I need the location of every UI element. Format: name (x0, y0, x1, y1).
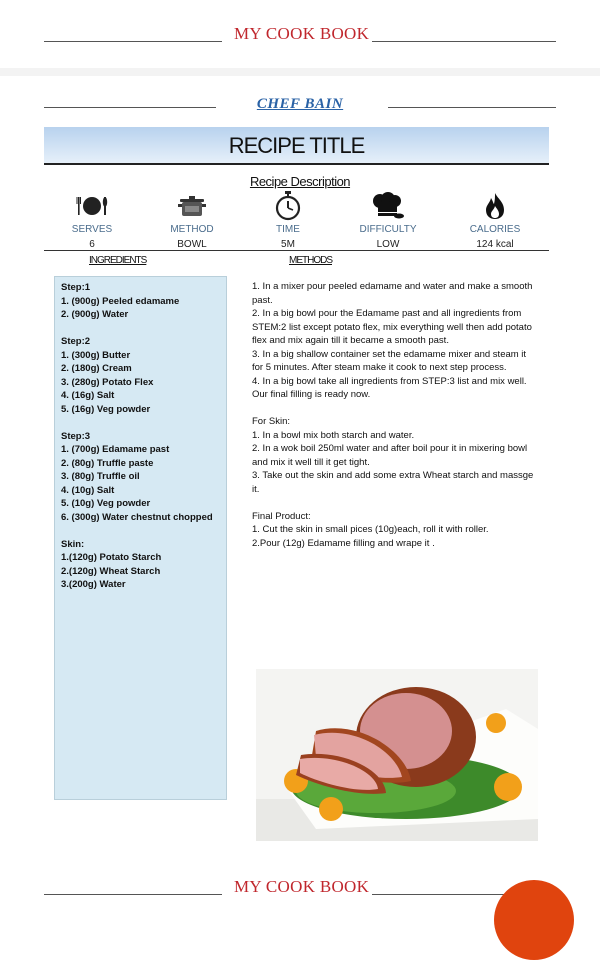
method-step: 2. In a wok boil 250ml water and after boil pour it in mixering bowl and mix it well till it get tight. (252, 443, 528, 468)
list-item: 6. (300g) Water chestnut chopped (61, 511, 213, 523)
stopwatch-icon (275, 191, 301, 221)
list-item: 3. (80g) Truffle oil (61, 471, 140, 482)
list-item: 4. (16g) Salt (61, 390, 115, 401)
method-text (252, 280, 537, 550)
list-item: 2.(120g) Wheat Starch (61, 565, 161, 577)
final-heading: Final Product: (252, 510, 311, 522)
method-step: 3. In a big shallow container set the edamame mixer and steam it for 5 minutes. After steam make it cook to next step process. (252, 348, 527, 373)
list-item: 1. (900g) Peeled edamame (61, 295, 180, 307)
method-step: 4. In a big bowl take all ingredients from STEP:3 list and mix well. Our final filling is ready now. (252, 375, 527, 400)
method-step: 1. In a bowl mix both starch and water. (252, 429, 415, 441)
ingredient-group: Step:2 1. (300g) Butter 2. (180g) Cream 3. (280g) Potato Flex 4. (16g) Salt 5. (16g) Veg powder (61, 335, 220, 416)
skin-heading: For Skin: (252, 416, 291, 427)
ingredient-group: Skin: 1.(120g) Potato Starch 2.(120g) Wheat Starch 3.(200g) Water (61, 538, 220, 592)
recipe-title: RECIPE TITLE (228, 133, 365, 158)
chef-rule-right (388, 107, 556, 108)
footer-rule-left (44, 894, 222, 895)
recipe-description: Recipe Description (249, 174, 351, 189)
ham-photo (256, 669, 538, 841)
method-step: 1. Cut the skin in small pices (10g)each, roll it with roller. (252, 524, 489, 535)
list-item: 5. (10g) Veg powder (61, 498, 151, 509)
chef-hat-icon (370, 192, 406, 220)
ingredients-panel (54, 276, 227, 800)
stat-difficulty: DIFFICULTY LOW (338, 188, 438, 251)
list-item: 3. (280g) Potato Flex (61, 376, 154, 388)
recipe-title-bar (44, 127, 549, 165)
stats-divider (44, 250, 549, 251)
pot-icon (178, 194, 206, 218)
method-step: 1. In a mixer pour peeled edamame and water and make a smooth past. (252, 281, 533, 306)
stat-calories: CALORIES 124 kcal (445, 188, 545, 251)
list-item: 2. (80g) Truffle paste (61, 457, 154, 469)
header-rule-left (44, 41, 222, 42)
chef-name: CHEF BAIN (256, 96, 344, 112)
stat-method: METHOD BOWL (142, 188, 242, 251)
list-item: 2. (180g) Cream (61, 363, 132, 374)
list-item: 1. (300g) Butter (61, 349, 131, 361)
ingredients-heading: INGREDIENTS (89, 255, 147, 266)
list-item: 3.(200g) Water (61, 579, 126, 590)
method-step: 2. In a big bowl pour the Edamame past and all ingredients from STEM:2 list except potato flex, mix everything well then add potato flex and mix again till it became a smooth past. (252, 308, 532, 346)
list-item: 5. (16g) Veg powder (61, 403, 151, 415)
list-item: 2. (900g) Water (61, 309, 129, 320)
ingredient-group: Step:1 1. (900g) Peeled edamame 2. (900g) Water (61, 281, 220, 322)
method-step: 2.Pour (12g) Edamame filling and wrape it . (252, 537, 435, 549)
footer-book-title: MY COOK BOOK (234, 877, 370, 896)
ingredient-group: Step:3 1. (700g) Edamame past 2. (80g) Truffle paste 3. (80g) Truffle oil 4. (10g) Salt 5. (10g) Veg powder 6. (300g) Water chestnut chopped (61, 430, 220, 525)
header-rule-right (372, 41, 556, 42)
plate-cutlery-icon (75, 195, 109, 217)
list-item: 1.(120g) Potato Starch (61, 552, 162, 563)
methods-heading: METHODS (289, 255, 332, 266)
flame-icon (484, 192, 506, 220)
stat-time: TIME 5M (238, 188, 338, 251)
book-title: MY COOK BOOK (234, 24, 370, 43)
corner-decoration (494, 880, 574, 960)
stat-serves: SERVES 6 (42, 188, 142, 251)
method-step: 3. Take out the skin and add some extra Wheat starch and massge it. (252, 470, 534, 495)
list-item: 1. (700g) Edamame past (61, 444, 170, 455)
footer-rule-right (372, 894, 512, 895)
page-band (0, 68, 600, 76)
list-item: 4. (10g) Salt (61, 484, 115, 496)
